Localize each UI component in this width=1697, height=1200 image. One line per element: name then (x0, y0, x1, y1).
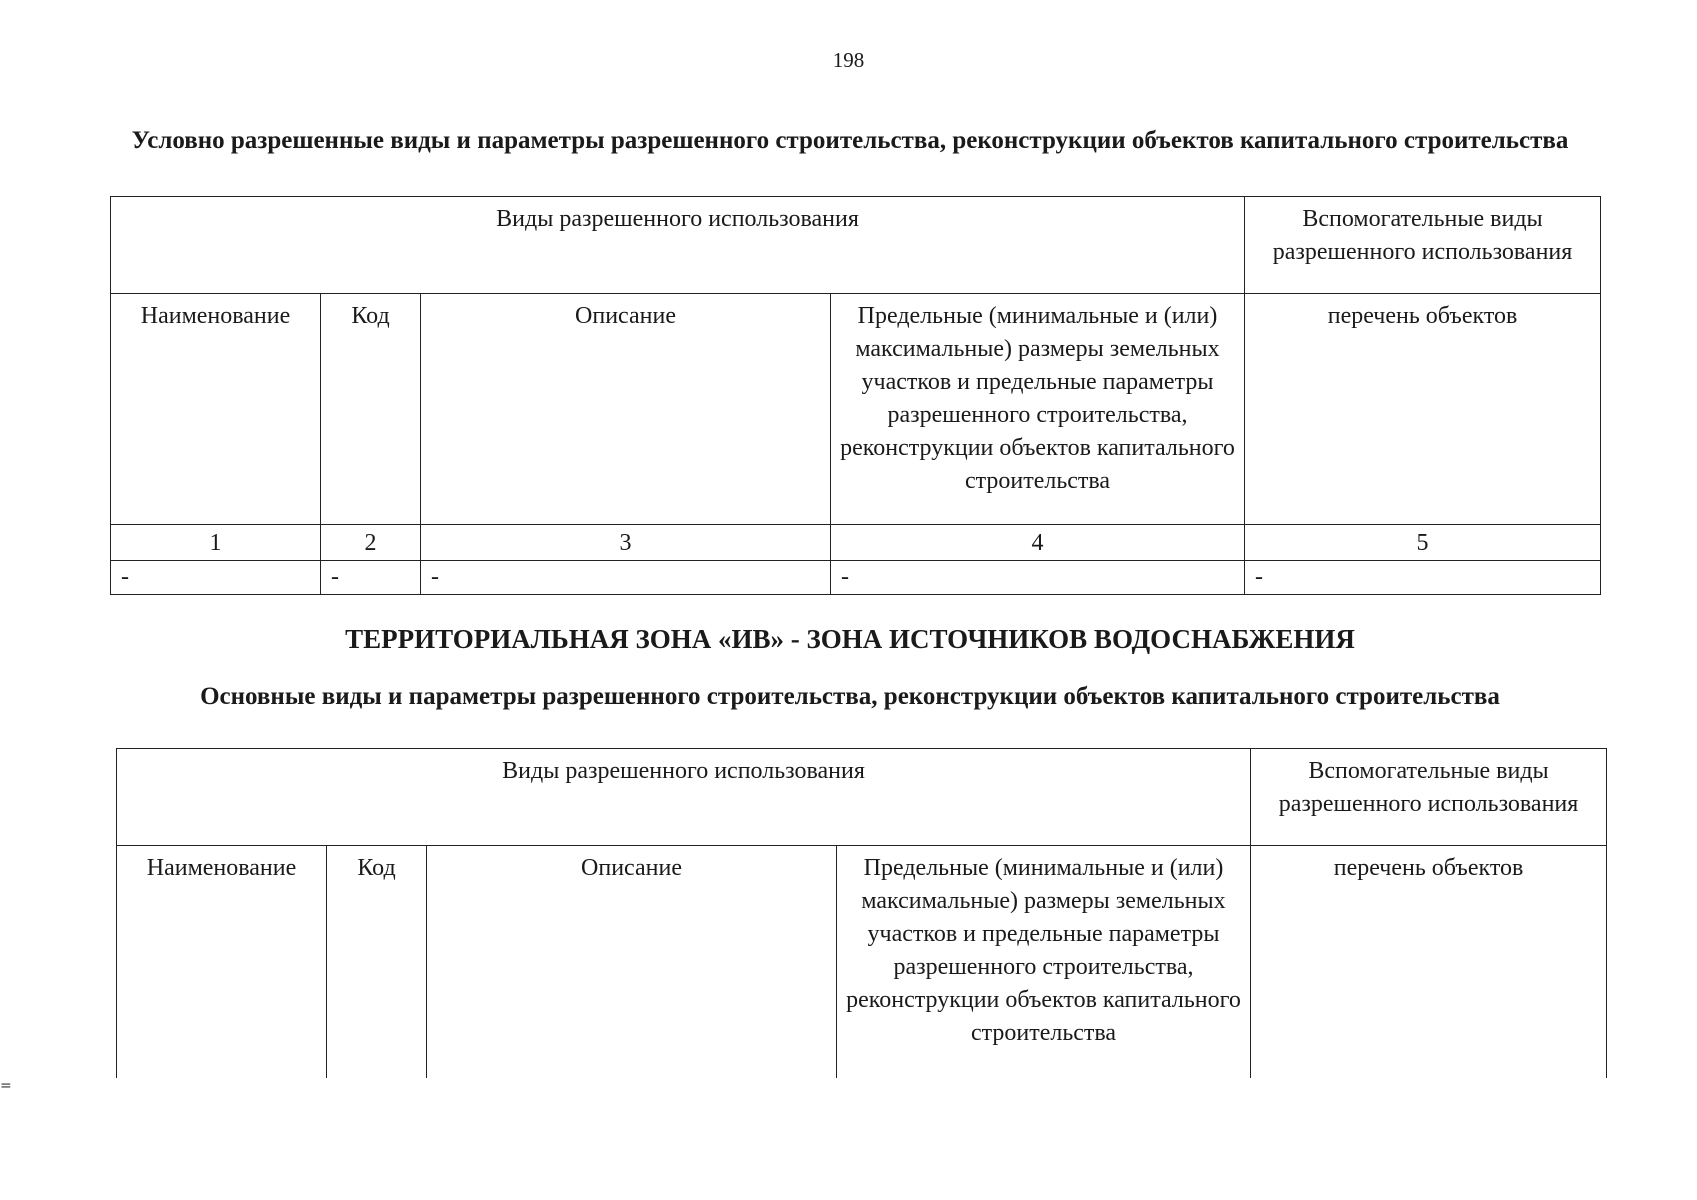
section-title-conditional (120, 124, 1580, 158)
column-number: 1 (111, 525, 321, 561)
header-name: Наименование (111, 294, 321, 525)
column-number: 5 (1245, 525, 1601, 561)
cell-description: - (421, 561, 831, 595)
zone-title (120, 622, 1580, 656)
page-number: 198 (832, 48, 865, 72)
cell-code: - (321, 561, 421, 595)
table-subheader-row (117, 846, 1607, 1079)
header-code: Код (321, 294, 421, 525)
header-auxiliary-uses: Вспомогательные виды разрешенного использования (1245, 197, 1601, 294)
margin-mark: = (0, 1078, 12, 1094)
table-header-row (111, 197, 1601, 294)
header-objects-list: перечень объектов (1245, 294, 1601, 525)
header-description: Описание (421, 294, 831, 525)
zone-title-text: ТЕРРИТОРИАЛЬНАЯ ЗОНА «ИВ» - ЗОНА ИСТОЧНИКОВ ВОДОСНАБЖЕНИЯ (345, 624, 1355, 654)
cell-limits: - (831, 561, 1245, 595)
column-number: 4 (831, 525, 1245, 561)
header-auxiliary-uses: Вспомогательные виды разрешенного использования (1251, 749, 1607, 846)
header-description: Описание (427, 846, 837, 1079)
section-title-main (120, 680, 1580, 714)
table-subheader-row (111, 294, 1601, 525)
conditional-uses-table (110, 196, 1601, 595)
header-name: Наименование (117, 846, 327, 1079)
cell-name: - (111, 561, 321, 595)
header-limits: Предельные (минимальные и (или) максимальные) размеры земельных участков и предельные параметры разрешенного строительства, реконструкции объектов капитального строительства (837, 846, 1251, 1079)
column-number: 3 (421, 525, 831, 561)
header-permitted-uses: Виды разрешенного использования (117, 749, 1251, 846)
cell-objects: - (1245, 561, 1601, 595)
column-number-row (111, 525, 1601, 561)
table-row (111, 561, 1601, 595)
header-permitted-uses: Виды разрешенного использования (111, 197, 1245, 294)
header-objects-list: перечень объектов (1251, 846, 1607, 1079)
section-title-text: Условно разрешенные виды и параметры разрешенного строительства, реконструкции объектов капитального строительства (131, 127, 1569, 154)
section-title-text: Основные виды и параметры разрешенного строительства, реконструкции объектов капитального строительства (200, 683, 1500, 710)
header-limits: Предельные (минимальные и (или) максимальные) размеры земельных участков и предельные параметры разрешенного строительства, реконструкции объектов капитального строительства (831, 294, 1245, 525)
header-code: Код (327, 846, 427, 1079)
column-number: 2 (321, 525, 421, 561)
main-uses-table (116, 748, 1607, 1078)
table-header-row (117, 749, 1607, 846)
